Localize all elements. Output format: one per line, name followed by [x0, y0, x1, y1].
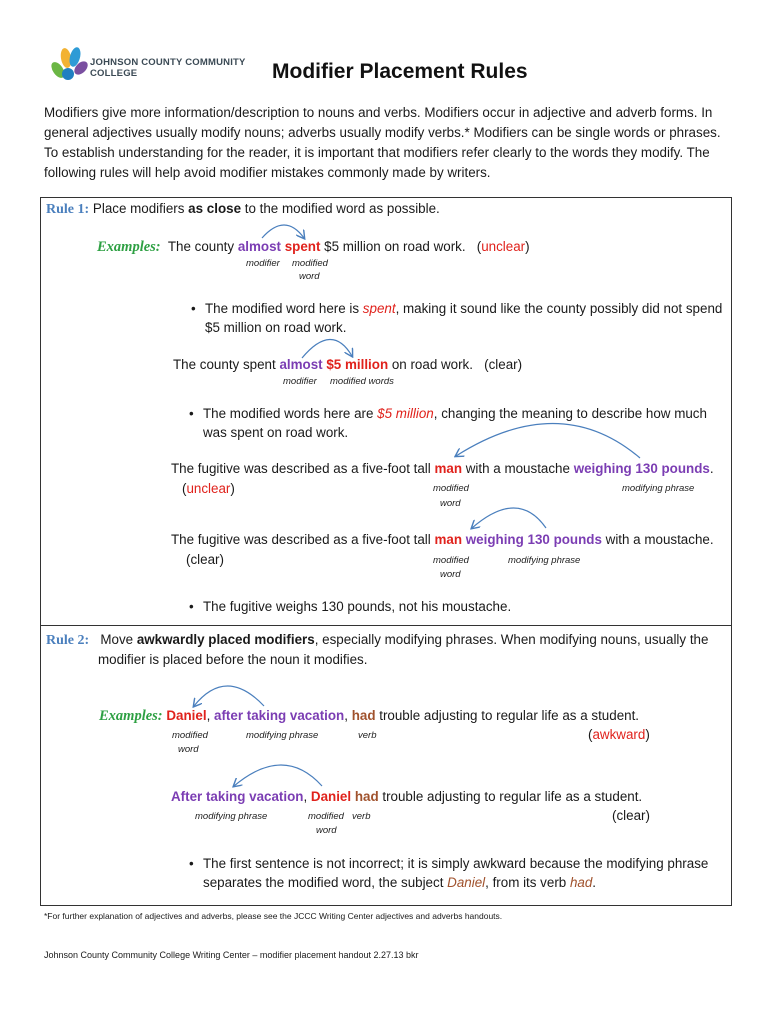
rule-2-example-1-note: (awkward) — [588, 727, 650, 742]
label-modifier: modifier — [246, 258, 280, 269]
arrow-almost-to-million — [302, 339, 352, 358]
label-modifying-phrase-r2-2: modifying phrase — [195, 811, 268, 822]
label-modifying-phrase-4: modifying phrase — [508, 555, 581, 566]
rule-1-example-4-note: (clear) — [186, 552, 224, 567]
rule-1-example-4: The fugitive was described as a five-foot tall man weighing 130 pounds with a moustache. — [171, 532, 714, 547]
page-title: Modifier Placement Rules — [272, 60, 528, 83]
logo-text: JOHNSON COUNTY COMMUNITY COLLEGE — [90, 57, 246, 79]
label-word: word — [299, 271, 320, 282]
page-footer: Johnson County Community College Writing Center – modifier placement handout 2.27.13 bkr — [44, 950, 419, 960]
label-modifier-2: modifier — [283, 376, 317, 387]
rule-2-example-2: After taking vacation, Daniel had trouble adjusting to regular life as a student. — [171, 789, 643, 804]
rule-1-bullet-3: • The fugitive weighs 130 pounds, not his moustache. — [189, 599, 512, 614]
footnote: *For further explanation of adjectives and adverbs, please see the JCCC Writing Center adjectives and adverbs handouts. — [44, 911, 503, 921]
rule-2-example-2-note: (clear) — [612, 808, 650, 823]
rule-1-bullet-2: • The modified words here are $5 million, changing the meaning to describe how much was spent on road work. — [189, 406, 707, 440]
label-modified: modified — [292, 258, 328, 269]
label-word-r2-2: word — [316, 825, 337, 836]
label-word-r2-1: word — [178, 744, 199, 755]
label-modified-r2-2: modified — [308, 811, 344, 822]
arrow-phrase-to-man-clear — [472, 508, 546, 528]
rule-2-heading: Rule 2: Move awkwardly placed modifiers, especially modifying phrases. When modifying nouns, usually the — [46, 632, 709, 648]
rule-1-heading: Rule 1: Place modifiers as close to the modified word as possible. — [46, 201, 440, 217]
rule-2-bullet: • The first sentence is not incorrect; it is simply awkward because the modifying phrase separates the modified word, the subject Daniel, from its verb had. — [189, 856, 709, 890]
intro-paragraph: Modifiers give more information/description to nouns and verbs. Modifiers occur in adjective and adverb forms. In general adjectives usually modify nouns; adverbs usually modify verbs.* Modifiers can be single words or phrases. To establish understanding for the reader, it is important that modifiers refer clearly to the words they modify. The following rules will help avoid modifier mistakes commonly made by writers. — [44, 105, 721, 180]
label-verb-r2-1: verb — [358, 730, 377, 741]
label-verb-r2-2: verb — [352, 811, 371, 822]
arrow-almost-to-spent — [262, 225, 304, 238]
rule-2-heading-line-2: modifier is placed before the noun it modifies. — [98, 652, 368, 667]
rule-1-example-3: The fugitive was described as a five-foot tall man with a moustache weighing 130 pounds. — [171, 461, 714, 476]
rule-1-example-3-note: (unclear) — [182, 481, 235, 496]
label-word-4: word — [440, 569, 461, 580]
label-modified-words: modified words — [330, 376, 394, 387]
label-modified-r2-1: modified — [172, 730, 208, 741]
label-modified-4: modified — [433, 555, 469, 566]
label-modified-3: modified — [433, 483, 469, 494]
arrow-phrase-to-daniel-awkward — [194, 686, 264, 706]
rule-2-example-1: Examples: Daniel, after taking vacation, had trouble adjusting to regular life as a student. — [99, 708, 640, 724]
rule-1-example-2: The county spent almost $5 million on road work. (clear) — [173, 357, 523, 372]
rule-1-bullet-1: • The modified word here is spent, making it sound like the county possibly did not spend $5 million on road work. — [191, 301, 723, 335]
label-modifying-phrase-r2-1: modifying phrase — [246, 730, 319, 741]
rule-1-example-1: Examples: The county almost spent $5 million on road work. (unclear) — [97, 239, 530, 255]
label-modifying-phrase-3: modifying phrase — [622, 483, 695, 494]
arrow-phrase-to-daniel-clear — [234, 765, 322, 786]
label-word-3: word — [440, 498, 461, 509]
